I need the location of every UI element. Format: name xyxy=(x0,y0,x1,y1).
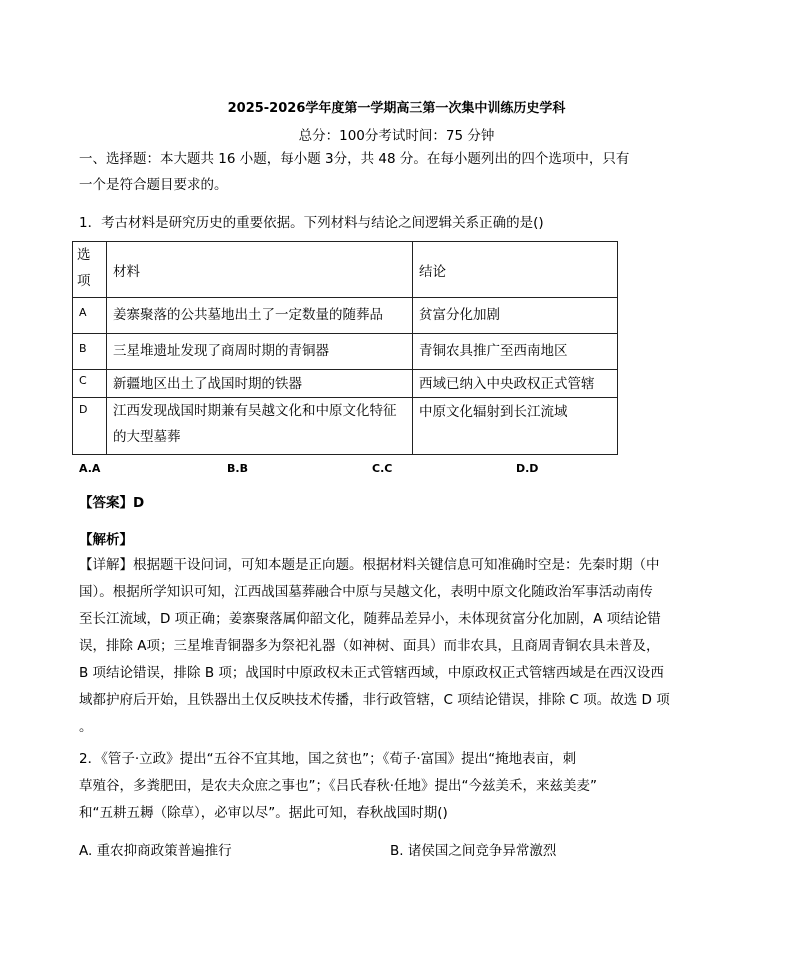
q2-choice-b: B. 诸侯国之间竞争异常激烈 xyxy=(390,843,557,859)
section-instruction-line1: 一、选择题：本大题共 16 小题，每小题 3分，共 48 分。在每小题列出的四个选项中，只有 xyxy=(79,151,630,167)
table-row xyxy=(73,298,618,334)
section-instruction-line2: 一个是符合题目要求的。 xyxy=(79,177,228,193)
row-conclusion: 中原文化辐射到长江流域 xyxy=(413,398,618,455)
header-conclusion: 结论 xyxy=(413,242,618,298)
header-option: 选项 xyxy=(73,242,107,298)
detail-line: B 项结论错误，排除 B 项；战国时中原政权未正式管辖西域，中原政权正式管辖西域是在西汉设西 xyxy=(79,665,664,681)
exam-subtitle: 总分：100分考试时间：75 分钟 xyxy=(298,128,495,144)
q1-table xyxy=(72,241,618,455)
q1-choice-b: B.B xyxy=(227,462,248,475)
row-conclusion: 贫富分化加剧 xyxy=(413,298,618,334)
exam-title: 2025-2026学年度第一学期高三第一次集中训练历史学科 xyxy=(227,101,566,116)
q1-choice-a: A.A xyxy=(79,462,101,475)
detail-line: 国）。根据所学知识可知，江西战国墓葬融合中原与吴越文化，表明中原文化随政治军事活动南传 xyxy=(79,584,653,600)
detail-line: 域都护府后开始，且铁器出土仅反映技术传播，非行政管辖，C 项结论错误，排除 C 项。故选 D 项 xyxy=(79,692,670,708)
table-header-row xyxy=(73,242,618,298)
table-row xyxy=(73,398,618,455)
detail-line: 至长江流域，D 项正确；姜寨聚落属仰韶文化，随葬品差异小，未体现贫富分化加剧，A 项结论错 xyxy=(79,611,661,627)
q1-answer: 【答案】D xyxy=(79,495,145,511)
detail-line: 。 xyxy=(79,719,93,735)
row-material: 三星堆遗址发现了商周时期的青铜器 xyxy=(107,334,413,370)
q1-detail xyxy=(79,552,684,741)
row-material: 姜寨聚落的公共墓地出土了一定数量的随葬品 xyxy=(107,298,413,334)
q1-choice-d: D.D xyxy=(516,462,539,475)
row-option: C xyxy=(73,370,107,398)
q2-choice-a: A. 重农抑商政策普遍推行 xyxy=(79,843,232,859)
row-option: B xyxy=(73,334,107,370)
q1-choice-c: C.C xyxy=(372,462,393,475)
table-row xyxy=(73,370,618,398)
row-option: D xyxy=(73,398,107,455)
q2-stem-line: 和“五耕五耨（除草），必审以尽”。据此可知，春秋战国时期() xyxy=(79,805,448,821)
q2-stem-line: 草殖谷，多粪肥田，是农夫众庶之事也”；《吕氏春秋·任地》提出“今兹美禾，来兹美麦” xyxy=(79,778,598,794)
q1-analysis-label: 【解析】 xyxy=(79,532,133,548)
detail-line: 误，排除 A项；三星堆青铜器多为祭祀礼器（如神树、面具）而非农具，且商周青铜农具未普及， xyxy=(79,638,660,654)
q1-stem: 1．考古材料是研究历史的重要依据。下列材料与结论之间逻辑关系正确的是() xyxy=(79,215,544,231)
row-material: 江西发现战国时期兼有吴越文化和中原文化特征的大型墓葬 xyxy=(107,398,413,455)
detail-line: 【详解】根据题干设问词，可知本题是正向题。根据材料关键信息可知准确时空是：先秦时期（中 xyxy=(79,557,660,573)
q2-stem xyxy=(79,746,684,827)
header-material: 材料 xyxy=(107,242,413,298)
row-conclusion: 青铜农具推广至西南地区 xyxy=(413,334,618,370)
row-option: A xyxy=(73,298,107,334)
row-material: 新疆地区出土了战国时期的铁器 xyxy=(107,370,413,398)
table-row xyxy=(73,334,618,370)
q2-stem-line: 2．《管子·立政》提出“五谷不宜其地，国之贫也”；《荀子·富国》提出“掩地表亩，刺 xyxy=(79,751,577,767)
row-conclusion: 西域已纳入中央政权正式管辖 xyxy=(413,370,618,398)
